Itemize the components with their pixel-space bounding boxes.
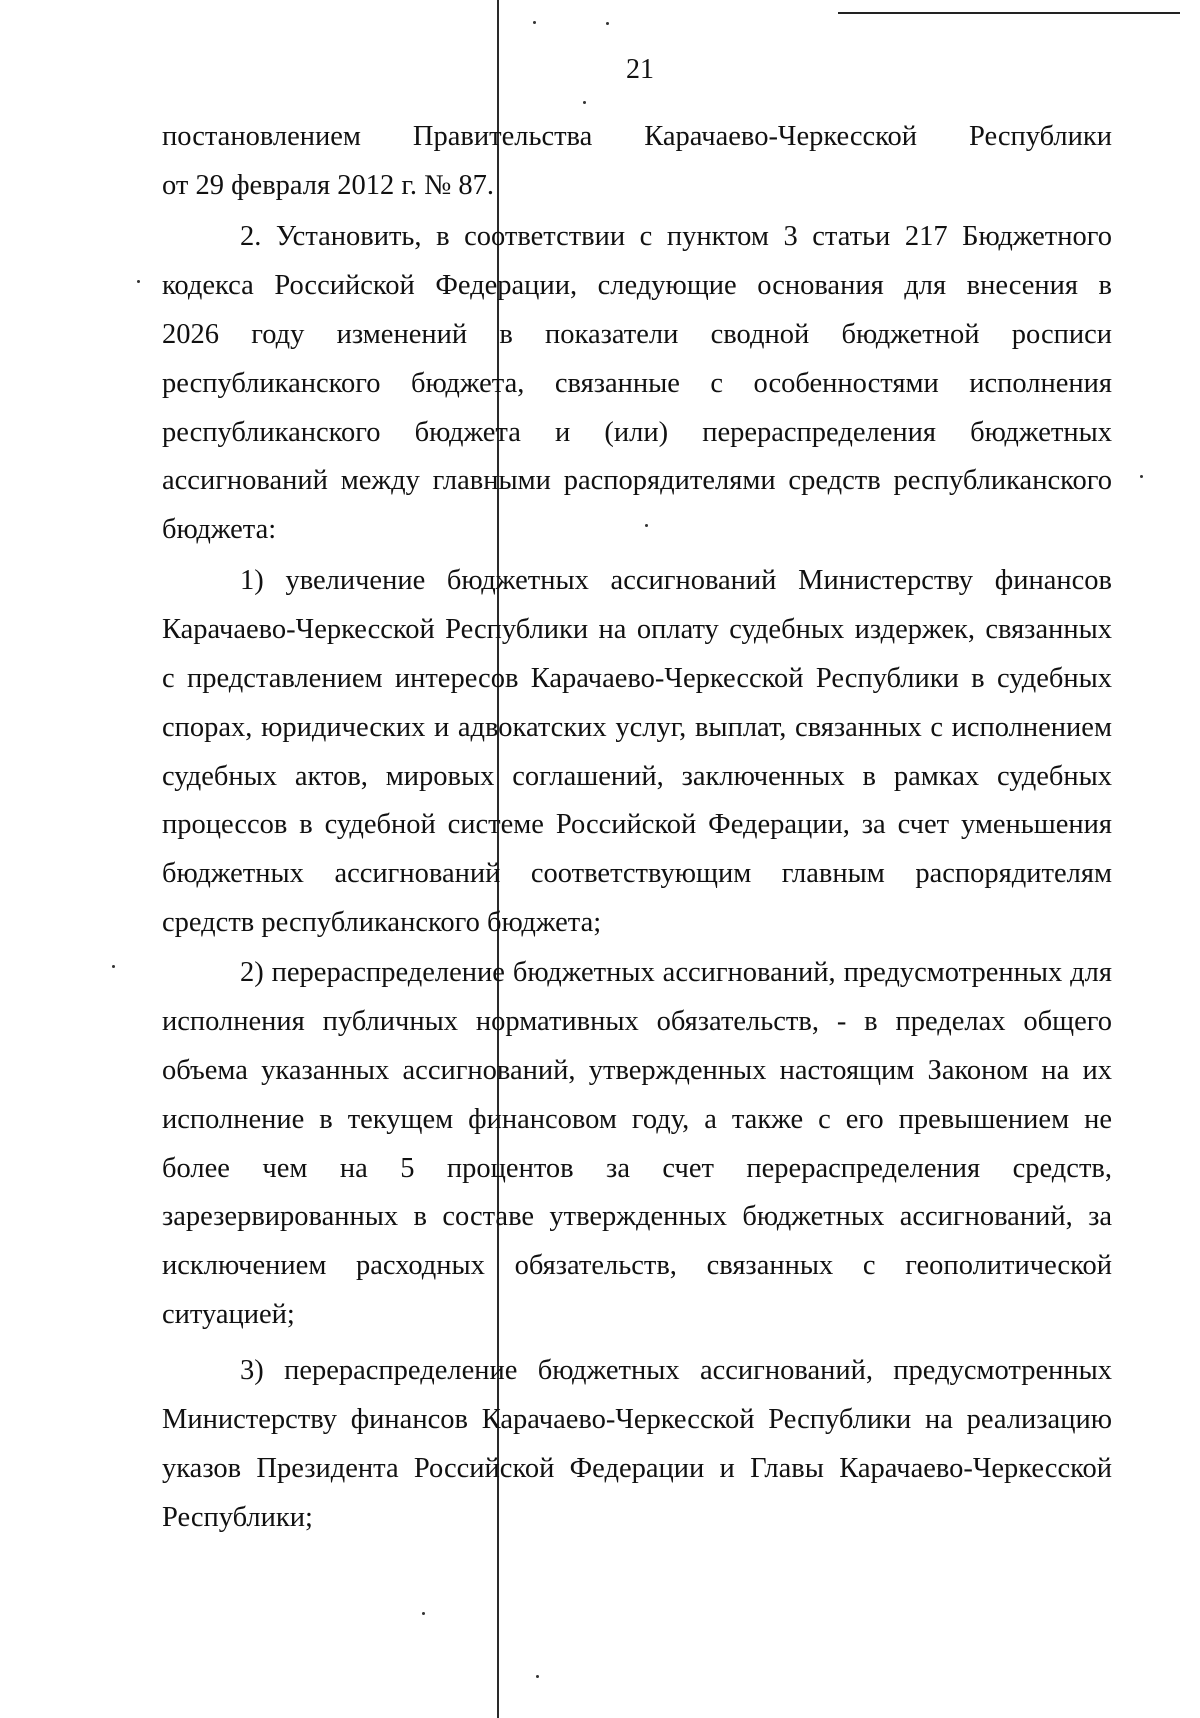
text-line: кодекса Российской Федерации, следующие основания для внесения в [162, 269, 1112, 301]
paragraph-subitem-3 [162, 1347, 1112, 1543]
text-line: постановлением Правительства Карачаево-Черкесской Республики [162, 121, 1112, 152]
text-line: республиканского бюджета, связанные с особенностями исполнения [162, 367, 1112, 399]
scan-speck [533, 21, 536, 24]
scan-speck [137, 280, 140, 283]
paragraph-continuation [162, 113, 1112, 211]
scan-speck [606, 22, 609, 25]
text-line: 2) перераспределение бюджетных ассигнований, предусмотренных для [240, 957, 1112, 988]
text-line: спорах, юридических и адвокатских услуг, выплат, связанных с исполнением [162, 711, 1112, 743]
text-line: ассигнований между главными распорядителями средств республиканского [162, 465, 1112, 497]
text-line: с представлением интересов Карачаево-Черкесской Республики в судебных [162, 662, 1112, 694]
text-line: ситуацией; [162, 1299, 295, 1331]
text-line: более чем на 5 процентов за счет перераспределения средств, [162, 1152, 1112, 1184]
scan-speck [536, 1675, 539, 1678]
text-line: исполнения публичных нормативных обязательств, - в пределах общего [162, 1005, 1112, 1037]
text-line: исключением расходных обязательств, связанных с геополитической [162, 1250, 1112, 1282]
text-line: 3) перераспределение бюджетных ассигнований, предусмотренных [240, 1355, 1112, 1386]
scan-speck [422, 1612, 425, 1615]
text-line: исполнение в текущем финансовом году, а также с его превышением не [162, 1103, 1112, 1135]
text-line: указов Президента Российской Федерации и Главы Карачаево-Черкесской [162, 1452, 1112, 1484]
text-line: Карачаево-Черкесской Республики на оплату судебных издержек, связанных [162, 613, 1112, 645]
paragraph-item-2 [162, 213, 1112, 555]
scan-speck [583, 101, 586, 104]
text-line: зарезервированных в составе утвержденных бюджетных ассигнований, за [162, 1201, 1112, 1233]
text-line: объема указанных ассигнований, утвержденных настоящим Законом на их [162, 1054, 1112, 1086]
scan-speck [1140, 475, 1143, 478]
page-number: 21 [626, 54, 654, 85]
text-line: 2. Установить, в соответствии с пунктом 3 статьи 217 Бюджетного [240, 221, 1112, 252]
text-line: от 29 февраля 2012 г. № 87. [162, 169, 495, 201]
paragraph-subitem-2 [162, 949, 1112, 1340]
text-line: процессов в судебной системе Российской Федерации, за счет уменьшения [162, 809, 1112, 841]
text-line: Министерству финансов Карачаево-Черкесской Республики на реализацию [162, 1403, 1112, 1435]
text-line: бюджета: [162, 514, 277, 546]
text-line: 2026 году изменений в показатели сводной бюджетной росписи [162, 318, 1112, 350]
text-line: бюджетных ассигнований соответствующим главным распорядителям [162, 858, 1112, 890]
scan-speck [112, 965, 115, 968]
text-line: 1) увеличение бюджетных ассигнований Министерству финансов [240, 565, 1112, 596]
text-line: Республики; [162, 1501, 313, 1533]
text-line: судебных актов, мировых соглашений, заключенных в рамках судебных [162, 760, 1112, 792]
scan-top-rule [838, 12, 1180, 14]
text-line: средств республиканского бюджета; [162, 907, 602, 939]
paragraph-subitem-1 [162, 557, 1112, 948]
text-line: республиканского бюджета и (или) перераспределения бюджетных [162, 416, 1112, 448]
